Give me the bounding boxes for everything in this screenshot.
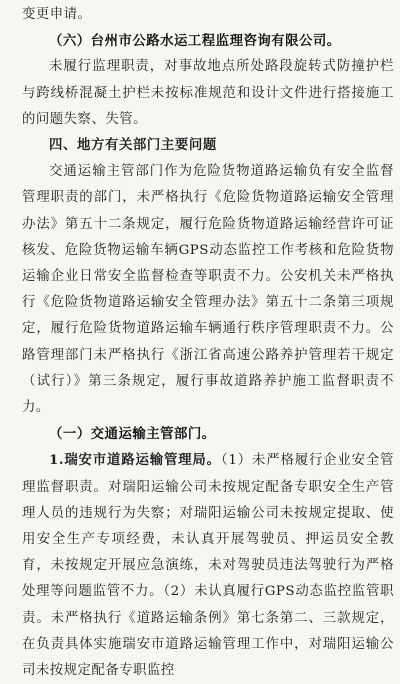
section-heading-local-departments: 四、地方有关部门主要问题	[49, 138, 217, 154]
paragraph-local-departments: 交通运输主管部门作为危险货物道路运输负有安全监督管理职责的部门，未严格执行《危险货物道路运输安全管理办法》第五十二条规定，履行危险货物道路运输经营许可证核发、危险货物运输车辆GPS动态监控工作考核和危险货物运输企业日常安全监督检查等职责不力。公安机关未严格执行《危险货物道路运输安全管理办法》第五十二条第三项规定，履行危险货物道路运输车辆通行秩序管理职责不力。公路管理部门未严格执行《浙江省高速公路养护管理若干规定（试行）》第三条规定，履行事故道路养护施工监督职责不力。	[22, 164, 394, 416]
paragraph-continuation: 变更申请。	[22, 7, 92, 22]
section-heading-transport-authority: （一）交通运输主管部门。	[49, 426, 216, 443]
paragraph-lead-title: 1.瑞安市道路运输管理局。	[49, 452, 221, 469]
paragraph-ruian-transport-bureau	[22, 447, 394, 684]
paragraph-body: （1）未严格履行企业安全管理监督职责。对瑞阳运输公司未按规定配备专职安全生产管理人员的违规行为失察；对瑞阳运输公司未按规定提取、使用安全生产专项经费，未认真开展驾驶员、押运员安全教育，未按规定开展应急演练，未对驾驶员违法驾驶行为严格处理等问题监管不力。（2）未认真履行GPS动态监控监管职责。未严格执行《道路运输条例》第七条第二、三款规定，在负责具体实施瑞安市道路运输管理工作中，对瑞阳运输公司未按规定配备专职监控	[22, 453, 394, 679]
section-heading-taizhou-supervision: （六）台州市公路水运工程监理咨询有限公司。	[49, 33, 341, 50]
paragraph-supervision-failure: 未履行监理职责，对事故地点所处路段旋转式防撞护栏与跨线桥混凝土护栏未按标准规范和设计文件进行搭接施工的问题失察、失管。	[22, 59, 394, 127]
